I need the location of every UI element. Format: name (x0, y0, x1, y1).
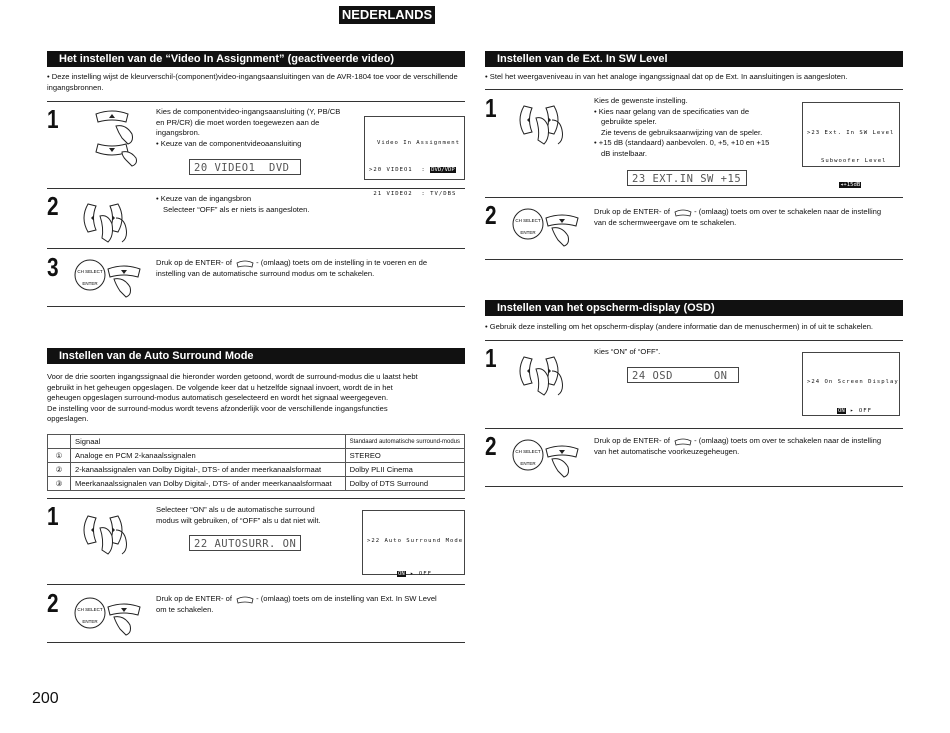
step-text (594, 436, 903, 457)
table-cell: Dolby PLII Cinema (345, 463, 464, 477)
divider (47, 642, 465, 643)
table-cell: STEREO (345, 449, 464, 463)
step-text-line: Kies “ON” of “OFF”. (594, 347, 661, 356)
enter-button-icon (74, 593, 146, 639)
divider (485, 89, 903, 90)
table-row (48, 449, 465, 463)
osd-off-option: ▸ OFF (850, 408, 872, 414)
lcd-display: 22 AUTOSURR. ON (189, 535, 301, 551)
step-text-line: modus wilt gebruiken, of “OFF” als u dat niet wilt. (156, 515, 321, 525)
enter-button-icon (512, 435, 584, 481)
step-text-line: - (omlaag) toets om over te schakelen naar de instelling (694, 207, 882, 216)
table-cell: ① (48, 449, 71, 463)
table-row (48, 463, 465, 477)
osd-row: >20 VIDEO1 : (369, 167, 431, 173)
divider (47, 188, 465, 189)
enter-button-label: ENTER (520, 461, 536, 466)
divider (485, 259, 903, 260)
step-text (156, 258, 465, 279)
language-tab: NEDERLANDS (339, 6, 435, 24)
paragraph-line: De instelling voor de surround-modus wordt tevens afzonderlijk voor de verschillende ingangsfuncties (47, 403, 388, 413)
lcd-display: 24 OSD ON (627, 367, 739, 383)
table-header-cell: Standaard automatische surround-modus (345, 435, 464, 449)
paragraph-line: Voor de drie soorten ingangssignaal die hieronder worden getoond, wordt de surround-modus die u laatst hebt (47, 372, 418, 381)
step-text-line: Druk op de ENTER- of (594, 436, 670, 445)
enter-button-label: CH SELECT (77, 269, 103, 274)
down-button-inline-icon (236, 259, 254, 268)
step-number: 2 (485, 431, 497, 461)
step-text-line: Kies de gewenste instelling. (594, 96, 688, 105)
step-text-line: instelling van de automatische surround modus om te schakelen. (156, 268, 375, 278)
osd-on-selected: ON (398, 571, 405, 577)
osd-title: >23 Ext. In SW Level (807, 130, 895, 136)
step-text-line: van de schermweergave om te schakelen. (594, 217, 737, 227)
lcd-display: 20 VIDEO1 DVD (189, 159, 301, 175)
down-button-inline-icon (674, 208, 692, 217)
enter-button-label: ENTER (82, 281, 98, 286)
step-text (594, 96, 790, 159)
enter-button-icon (74, 255, 146, 301)
step-text-line: gebruikte speler. (601, 117, 657, 126)
table-cell: 2-kanaalssignalen van Dolby Digital-, DTS- of ander meerkanaalsformaat (71, 463, 346, 477)
enter-button-icon (512, 204, 584, 250)
down-button-inline-icon (236, 595, 254, 604)
step-text-line: ingangsbron. (156, 128, 200, 137)
divider (47, 248, 465, 249)
osd-screen (362, 510, 465, 575)
step-text (594, 207, 903, 228)
page-number: 200 (32, 690, 59, 707)
table-cell (48, 435, 71, 449)
step-text-line: Selecteer “OFF” als er niets is aangesloten. (163, 204, 310, 214)
paragraph-line: gebruikt in het geheugen opgeslagen. De volgende keer dat u hetzelfde signaal invoert, wordt de in het (47, 382, 393, 392)
osd-title: >24 On Screen Display (807, 379, 899, 385)
ext-sw-heading: Instellen van de Ext. In SW Level (485, 51, 903, 67)
osd-on-selected: ON (838, 408, 845, 414)
step-text-line: en PR/CR) die moet worden toegewezen aan de (156, 117, 320, 127)
divider (485, 486, 903, 487)
osd-level-value: ◂+15dB (840, 182, 861, 188)
down-button-inline-icon (674, 437, 692, 446)
step-text-line: - (omlaag) toets om over te schakelen naar de instelling (694, 436, 882, 445)
enter-button-label: ENTER (82, 619, 98, 624)
osd-off-option: ▸ OFF (410, 571, 432, 577)
leftright-button-icon (78, 508, 138, 558)
auto-surround-heading: Instellen van de Auto Surround Mode (47, 348, 465, 364)
step-text-line: • Keuze van de componentvideoaansluiting (156, 138, 302, 148)
step-text-line: dB instelbaar. (601, 148, 648, 158)
divider (47, 306, 465, 307)
enter-button-label: CH SELECT (515, 218, 541, 223)
step-text (156, 594, 465, 615)
osd-screen (364, 116, 465, 197)
step-number: 1 (485, 343, 497, 373)
step-text (156, 505, 356, 526)
osd-screen (802, 352, 900, 416)
step-text-line: om te schakelen. (156, 604, 214, 614)
step-text-line: Zie tevens de gebruiksaanwijzing van de speler. (601, 127, 763, 137)
table-cell: Dolby of DTS Surround (345, 477, 464, 491)
enter-button-label: CH SELECT (77, 607, 103, 612)
table-row (48, 477, 465, 491)
osd-title: >22 Auto Surround Mode (367, 538, 464, 544)
step-text-line: Druk op de ENTER- of (156, 594, 232, 603)
leftright-button-icon (514, 98, 574, 148)
video-assignment-heading: Het instellen van de “Video In Assignment” (geactiveerde video) (47, 51, 465, 67)
ext-sw-intro: • Stel het weergaveniveau in van het analoge ingangssignaal dat op de Ext. In aansluitingen is aangesloten. (485, 72, 848, 81)
step-number: 2 (47, 191, 59, 221)
auto-surround-description (47, 372, 465, 425)
osd-screen (802, 102, 900, 188)
step-number: 1 (47, 104, 59, 134)
step-text-line: Kies de componentvideo-ingangsaansluiting (Y, PB/CB (156, 107, 341, 116)
divider (485, 428, 903, 429)
step-text-line: Selecteer “ON” als u de automatische surround (156, 505, 315, 514)
paragraph-line: geheugen opgeslagen surround-modus automatisch geselecteerd en wordt het signaal weergegeven. (47, 393, 389, 402)
osd-intro: • Gebruik deze instelling om het opscherm-display (andere informatie dan de menuschermen) in of uit te schakelen. (485, 322, 874, 331)
step-number: 2 (47, 588, 59, 618)
osd-heading: Instellen van het opscherm-display (OSD) (485, 300, 903, 316)
lcd-display: 23 EXT.IN SW +15 (627, 170, 747, 186)
osd-title: Video In Assignment (377, 140, 460, 146)
step-text-line: • +15 dB (standaard) aanbevolen. 0, +5, +10 en +15 (594, 138, 770, 147)
divider (47, 584, 465, 585)
paragraph-line: opgeslagen. (47, 414, 89, 423)
divider (485, 197, 903, 198)
table-cell: Meerkanaalssignalen van Dolby Digital-, DTS- of ander meerkanaalsformaat (71, 477, 346, 491)
osd-selected-value: DVD/VDP (431, 167, 455, 173)
table-cell: ② (48, 463, 71, 477)
step-text (594, 347, 794, 358)
table-cell: Analoge en PCM 2-kanaalssignalen (71, 449, 346, 463)
osd-subtitle: Subwoofer Level (821, 158, 887, 164)
video-assignment-intro: • Deze instelling wijst de kleurverschil-(component)video-ingangsaansluitingen van de AVR-1804 toe voor de verschillende ingangsbronnen. (47, 72, 458, 92)
table-header-row (48, 435, 465, 449)
enter-button-label: ENTER (520, 230, 536, 235)
step-text-line: • Kies naar gelang van de specificaties van de (594, 106, 750, 116)
table-header-cell: Signaal (71, 435, 346, 449)
step-text-line: - (omlaag) toets om de instelling van Ext. In SW Level (256, 594, 437, 603)
step-text-line: Druk op de ENTER- of (594, 207, 670, 216)
osd-row: 21 VIDEO2 : TV/DBS (369, 191, 457, 197)
signal-table (47, 434, 465, 491)
divider (47, 101, 465, 102)
divider (485, 340, 903, 341)
step-text (156, 194, 456, 215)
step-number: 1 (47, 501, 59, 531)
leftright-button-icon (514, 349, 574, 399)
step-text-line: Druk op de ENTER- of (156, 258, 232, 267)
updown-button-icon (82, 108, 142, 168)
table-cell: ③ (48, 477, 71, 491)
step-number: 2 (485, 200, 497, 230)
enter-button-label: CH SELECT (515, 449, 541, 454)
step-text-line: - (omlaag) toets om de instelling in te voeren en de (256, 258, 428, 267)
step-number: 3 (47, 252, 59, 282)
step-text (156, 107, 356, 149)
leftright-button-icon (78, 196, 138, 246)
step-text-line: van het automatische voorkeuzegeheugen. (594, 446, 740, 456)
step-number: 1 (485, 93, 497, 123)
divider (47, 498, 465, 499)
step-text-line: • Keuze van de ingangsbron (156, 194, 252, 203)
